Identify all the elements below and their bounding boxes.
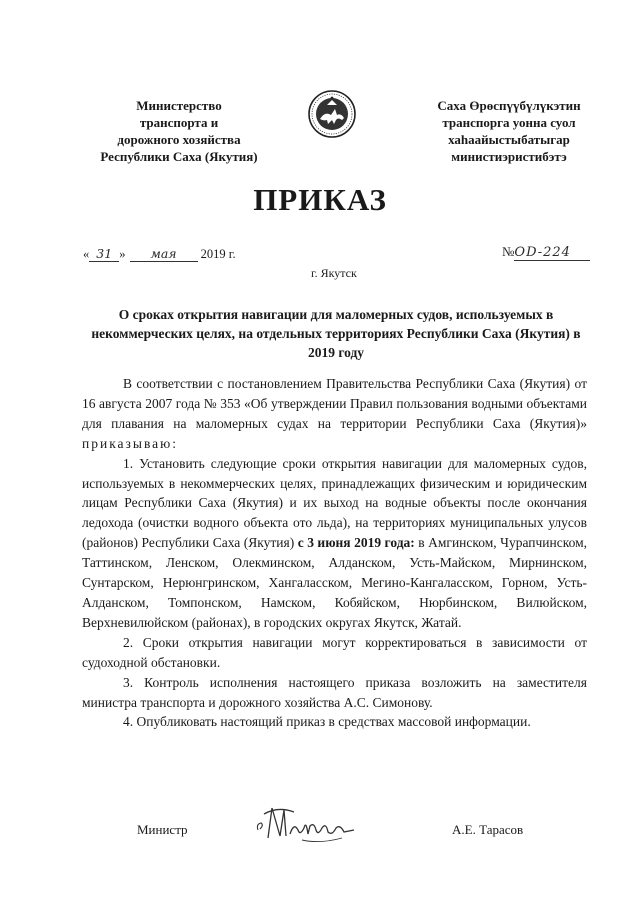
ministry-line: министиэристибэтэ [451, 149, 567, 164]
date-year: 2019 г. [200, 247, 236, 261]
preamble-text: В соответствии с постановлением Правительства Республики Саха (Якутия) от 16 августа 2007 года № 353 «Об утверждении Правил пользования водными объектами для плавания на маломерных судах на территории Республики Саха (Якутия)» [82, 376, 587, 431]
city: г. Якутск [311, 266, 357, 280]
number-prefix: № [502, 244, 515, 259]
date-open-quote: « [83, 247, 90, 261]
item-1-end: в Амгинском, Чурапчинском, Таттинском, Ленском, Олекминском, Алданском, Усть-Майском, Мирнинском, Сунтарском, Нерюнгринском, Хангаласском, Мегино-Кангаласском, Горном, Усть-Алданском, Томпонском, Намском, Кобяйском, Нюрбинском, Вилюйском, Верхневилюйском (районах), в городских округах Якутск, Жатай. [82, 535, 587, 630]
ministry-line: транспорга уонна суол [442, 115, 576, 130]
order-date [83, 246, 236, 262]
order-word: приказываю: [82, 435, 178, 451]
date-day: 31 [89, 246, 119, 262]
ministry-line: хаһаайыстыбатыгар [448, 132, 570, 147]
ministry-name-yakut [398, 97, 620, 165]
item-2-paragraph: 2. Сроки открытия навигации могут корректироваться в зависимости от судоходной обстановки. [82, 634, 587, 670]
signatory-role: Министр [137, 822, 188, 837]
ministry-line: транспорта и [139, 115, 219, 130]
handwritten-signature [250, 800, 360, 846]
item-1-paragraph [82, 454, 587, 633]
date-month: мая [130, 246, 198, 262]
item-1-date: с 3 июня 2019 года: [297, 535, 415, 551]
item-4-paragraph: 4. Опубликовать настоящий приказ в средствах массовой информации. [123, 714, 531, 730]
ministry-line: Саха Өрөспүүбүлүкэтин [437, 98, 581, 113]
ministry-name-russian [70, 97, 288, 165]
number-value: OD-224 [514, 245, 590, 261]
date-close-quote: » [119, 247, 126, 261]
ministry-line: Министерство [136, 98, 222, 113]
preamble-paragraph [82, 374, 587, 454]
coat-of-arms-icon [307, 89, 357, 139]
document-title: ПРИКАЗ [253, 182, 387, 217]
ministry-line: Республики Саха (Якутия) [100, 149, 258, 164]
signatory-name: А.Е. Тарасов [452, 822, 524, 837]
item-1-start: 1. Установить следующие сроки открытия навигации для маломерных судов, используемых в некоммерческих целях, принадлежащих физическим и юридическим лицам Республики Саха (Якутия) и их выход на водные объекты после окончания ледохода (очистки водного объекта ото льда), на территориях муниципальных улусов (районов) Республики Саха (Якутия) [82, 455, 587, 551]
order-subject: О сроках открытия навигации для маломерных судов, используемых в некоммерческих целях, на отдельных территориях Республики Саха (Якутия) в 2019 году [91, 307, 581, 360]
ministry-line: дорожного хозяйства [117, 132, 241, 147]
item-3-paragraph: 3. Контроль исполнения настоящего приказа возложить на заместителя министра транспорта и дорожного хозяйства А.С. Симонову. [82, 674, 587, 710]
order-body [82, 374, 587, 732]
order-number [502, 244, 590, 261]
